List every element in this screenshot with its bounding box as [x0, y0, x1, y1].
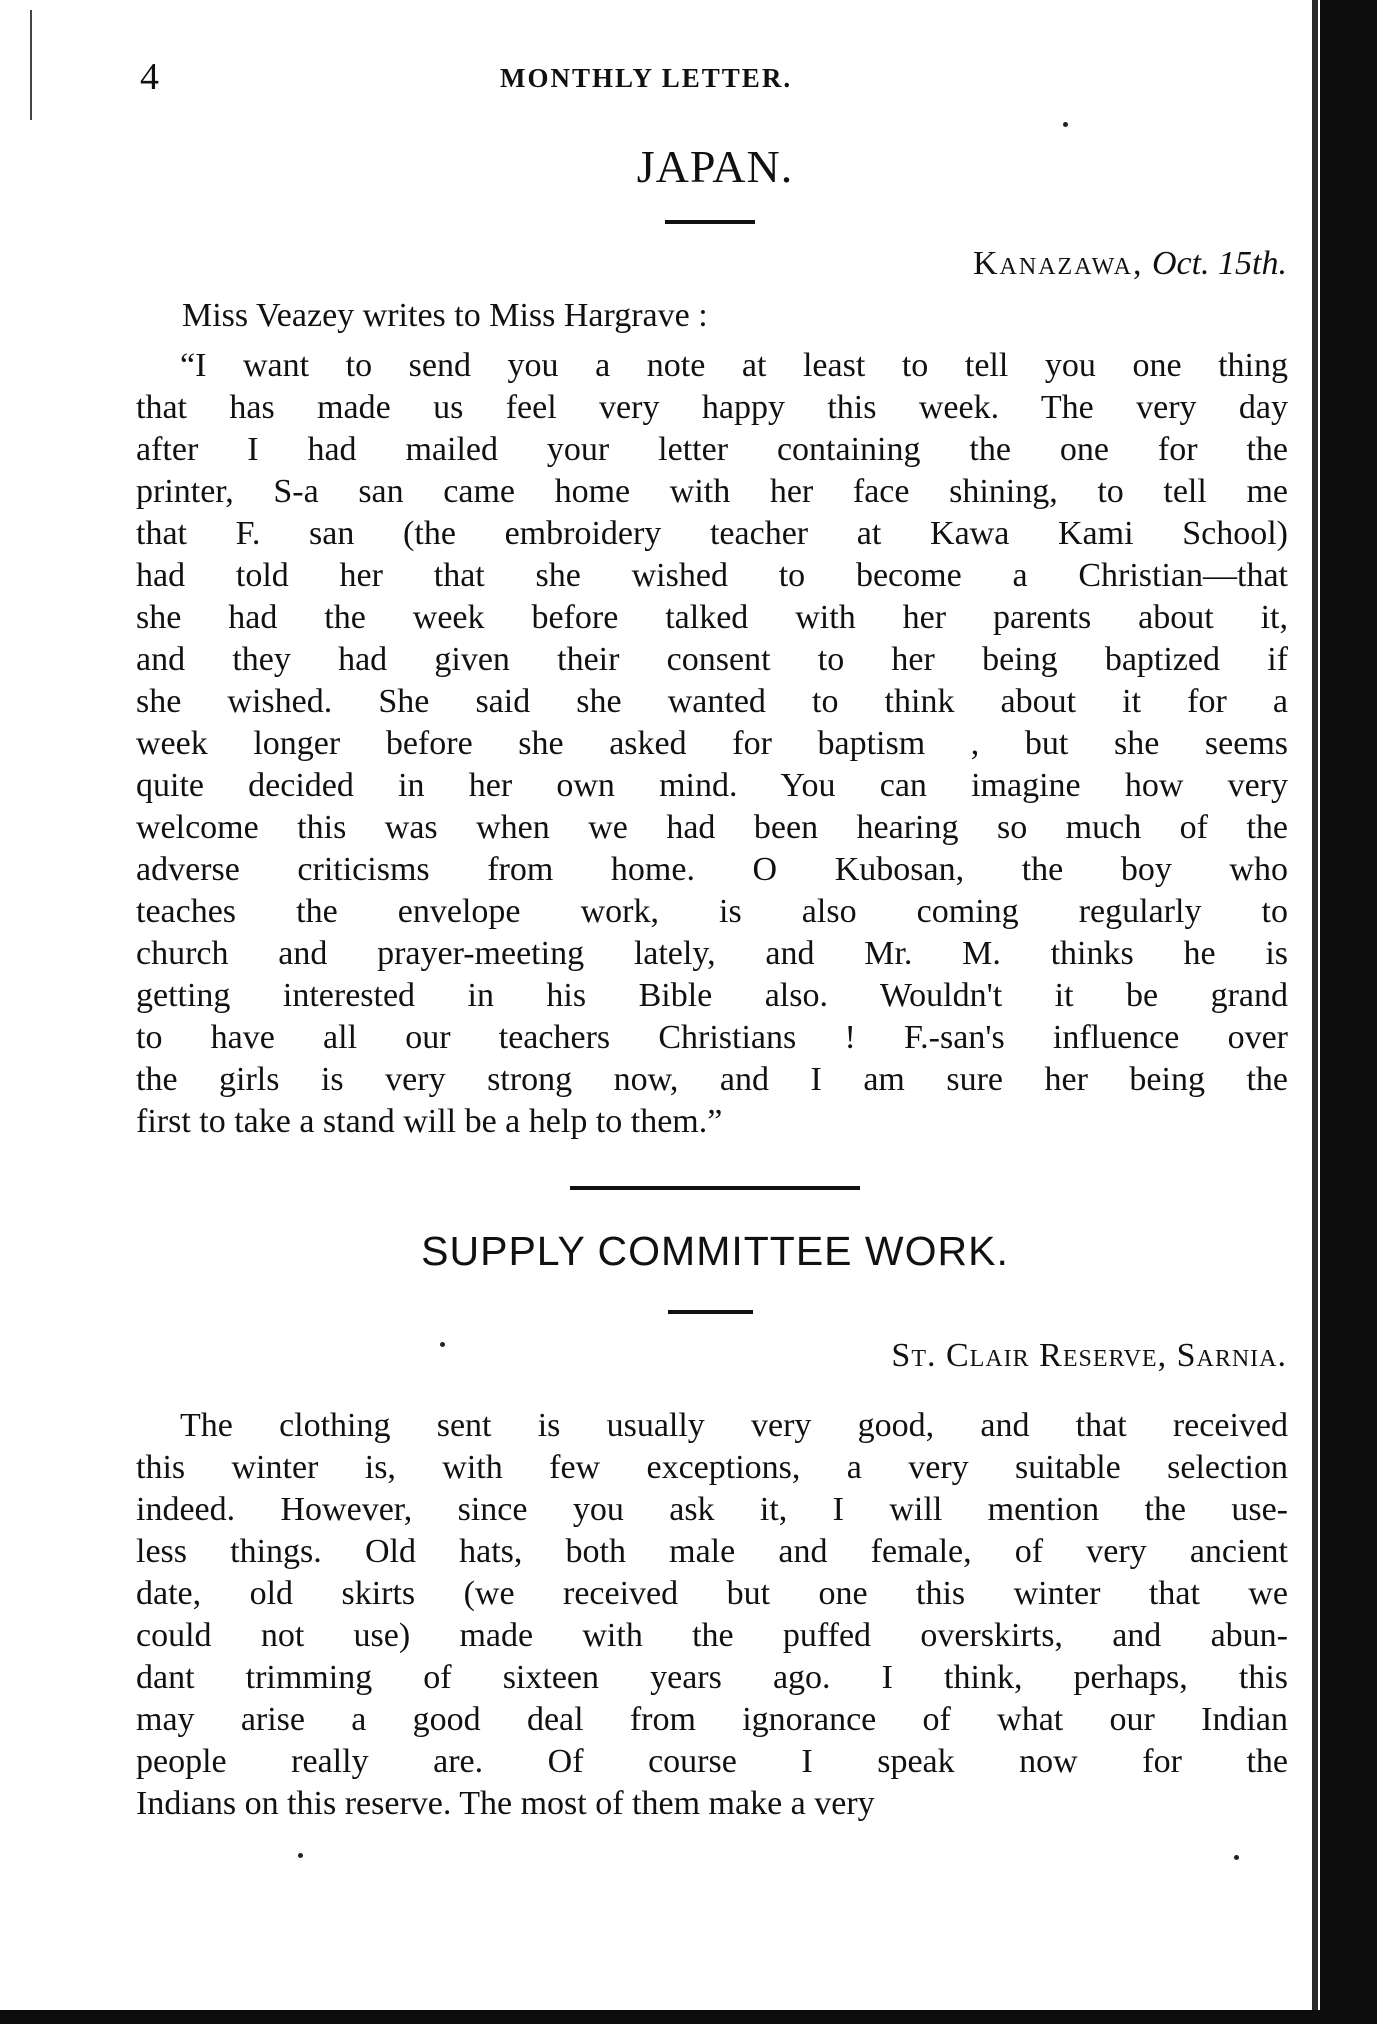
text-line: she wished. She said she wanted to think about it for a	[136, 683, 1288, 720]
text-line: less things. Old hats, both male and female, of very ancient	[136, 1533, 1288, 1570]
letter-body	[136, 345, 1288, 1143]
text-line: that has made us feel very happy this week. The very day	[136, 389, 1288, 426]
text-line: first to take a stand will be a help to them.”	[136, 1103, 723, 1140]
text-line: that F. san (the embroidery teacher at Kawa Kami School)	[136, 515, 1288, 552]
running-head: MONTHLY LETTER.	[500, 63, 793, 93]
text-line: indeed. However, since you ask it, I will mention the use-	[136, 1491, 1288, 1528]
text-line: getting interested in his Bible also. Wouldn't it be grand	[136, 977, 1288, 1014]
scan-speck	[1234, 1855, 1239, 1860]
text-line: had told her that she wished to become a Christian—that	[136, 557, 1288, 594]
text-line: may arise a good deal from ignorance of what our Indian	[136, 1701, 1288, 1738]
page-number: 4	[140, 56, 159, 98]
text-line: printer, S-a san came home with her face shining, to tell me	[136, 473, 1288, 510]
text-line: to have all our teachers Christians ! F.-san's influence over	[136, 1019, 1288, 1056]
section-title-japan: JAPAN.	[636, 141, 794, 192]
text-line: quite decided in her own mind. You can imagine how very	[136, 767, 1288, 804]
section-divider	[570, 1186, 860, 1190]
letter-intro: Miss Veazey writes to Miss Hargrave :	[182, 297, 708, 334]
scan-speck	[298, 1853, 303, 1858]
text-line: people really are. Of course I speak now for the	[136, 1743, 1288, 1780]
title-rule	[668, 1310, 753, 1314]
text-line: teaches the envelope work, is also coming regularly to	[136, 893, 1288, 930]
text-line: adverse criticisms from home. O Kubosan, the boy who	[136, 851, 1288, 888]
text-line: church and prayer-meeting lately, and Mr. M. thinks he is	[136, 935, 1288, 972]
page-edge-mark-left	[30, 10, 32, 120]
section-title-supply: SUPPLY COMMITTEE WORK.	[421, 1228, 1009, 1274]
title-rule	[665, 220, 755, 224]
letter-dateline	[973, 245, 1287, 283]
text-line: could not use) made with the puffed overskirts, and abun-	[136, 1617, 1288, 1654]
page-edge-line-right	[1312, 0, 1318, 2024]
supply-body	[136, 1405, 1288, 1825]
supply-dateline: St. Clair Reserve, Sarnia.	[891, 1337, 1287, 1374]
text-line: date, old skirts (we received but one this winter that we	[136, 1575, 1288, 1612]
text-line: after I had mailed your letter containing the one for the	[136, 431, 1288, 468]
scan-speck	[1063, 122, 1068, 127]
text-line: week longer before she asked for baptism , but she seems	[136, 725, 1288, 762]
text-line: dant trimming of sixteen years ago. I think, perhaps, this	[136, 1659, 1288, 1696]
text-line: this winter is, with few exceptions, a very suitable selection	[136, 1449, 1288, 1486]
page-edge-shadow-bottom	[0, 2010, 1377, 2024]
page-header	[140, 55, 1290, 105]
text-line: Indians on this reserve. The most of them make a very	[136, 1785, 875, 1822]
text-line: she had the week before talked with her parents about it,	[136, 599, 1288, 636]
text-line: The clothing sent is usually very good, and that received	[180, 1407, 1288, 1444]
text-line: the girls is very strong now, and I am sure her being the	[136, 1061, 1288, 1098]
scan-speck	[440, 1342, 445, 1347]
text-line: and they had given their consent to her being baptized if	[136, 641, 1288, 678]
text-line: welcome this was when we had been hearing so much of the	[136, 809, 1288, 846]
dateline-place: Kanazawa,	[973, 245, 1144, 282]
page-edge-shadow-right	[1320, 0, 1377, 2024]
text-line: “I want to send you a note at least to tell you one thing	[180, 347, 1288, 384]
dateline-date: Oct. 15th.	[1151, 245, 1287, 282]
